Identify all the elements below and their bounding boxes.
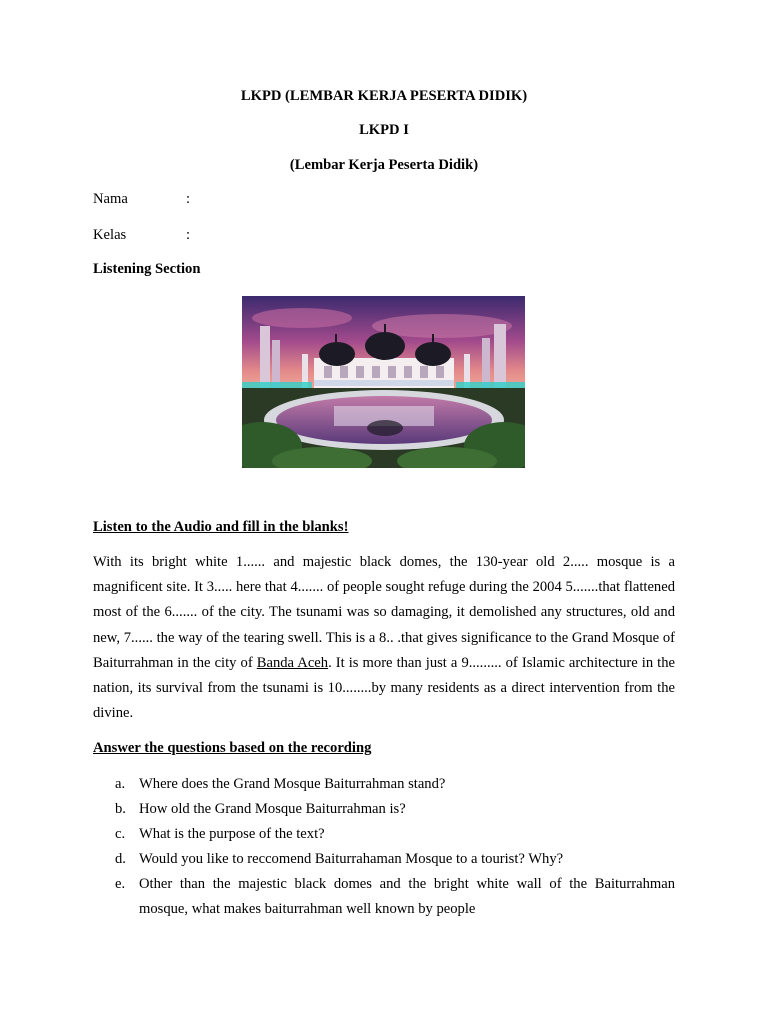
question-marker: d. bbox=[115, 851, 126, 867]
document-subtitle: LKPD I bbox=[359, 122, 409, 138]
question-marker: a. bbox=[115, 776, 126, 792]
question-text: Other than the majestic black domes and the bright white wall of the Baiturrahman mosque, what makes baiturrahman well known by people bbox=[139, 876, 675, 917]
list-item bbox=[93, 822, 675, 847]
section-heading: Listening Section bbox=[93, 261, 201, 277]
field-kelas-label: Kelas bbox=[93, 227, 127, 243]
list-item bbox=[93, 847, 675, 872]
field-nama-colon: : bbox=[186, 191, 191, 207]
question-text: How old the Grand Mosque Baiturrahman is? bbox=[139, 801, 406, 817]
document-subtitle-2: (Lembar Kerja Peserta Didik) bbox=[289, 157, 479, 173]
question-text: Would you like to reccomend Baiturrahaman Mosque to a tourist? Why? bbox=[139, 851, 564, 867]
field-kelas-colon: : bbox=[186, 227, 191, 243]
field-kelas bbox=[93, 227, 191, 244]
instruction-fill-blanks: Listen to the Audio and fill in the blanks! bbox=[93, 519, 349, 535]
question-text: Where does the Grand Mosque Baiturrahman stand? bbox=[139, 776, 446, 792]
list-item bbox=[93, 797, 675, 822]
question-marker: c. bbox=[115, 826, 126, 842]
mosque-photo-image bbox=[242, 296, 525, 468]
question-marker: e. bbox=[115, 876, 126, 892]
list-item bbox=[93, 872, 675, 922]
document-title: LKPD (LEMBAR KERJA PESERTA DIDIK) bbox=[240, 88, 528, 104]
banda-aceh-link[interactable]: Banda Aceh bbox=[256, 654, 329, 671]
mosque-photo bbox=[242, 296, 525, 468]
paragraph-part-2: . It is more than just a 9......... of Islamic architecture in the nation, its survival from the tsunami is 10........by many residents as a direct intervention from the divine. bbox=[93, 654, 676, 722]
field-nama-label: Nama bbox=[93, 191, 128, 207]
fill-blanks-paragraph bbox=[93, 550, 675, 726]
list-item bbox=[93, 772, 675, 797]
paragraph-part-1: With its bright white 1...... and majestic black domes, the 130-year old 2..... mosque is a magnificent site. It 3..... here that 4....... of people sought refuge during the 2004 5.......that flattened most of the 6....... of the city. The tsunami was so damaging, it demolished any structures, old and new, 7...... the way of the tearing swell. This is a 8.. .that gives significance to the Grand Mosque of Baiturrahman in the city of bbox=[93, 554, 675, 671]
field-nama bbox=[93, 191, 191, 208]
questions-list bbox=[93, 772, 675, 922]
question-marker: b. bbox=[115, 801, 126, 817]
instruction-answer-questions: Answer the questions based on the recording bbox=[93, 740, 372, 756]
question-text: What is the purpose of the text? bbox=[139, 826, 325, 842]
